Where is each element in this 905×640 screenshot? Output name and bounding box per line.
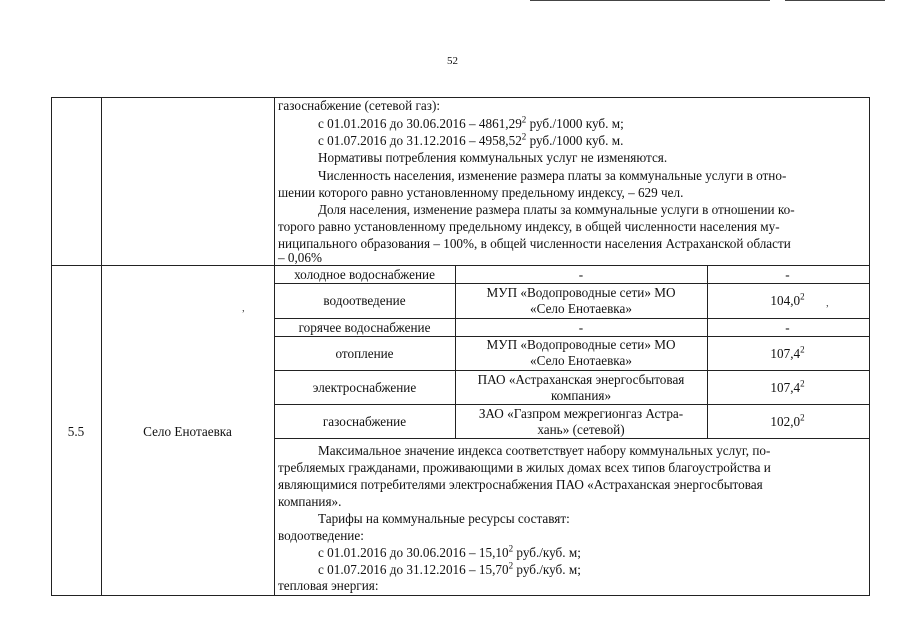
drainage-heading: водоотведение: <box>278 528 364 543</box>
service-drainage: водоотведение <box>323 293 406 308</box>
population-line-2: шении которого равно установленному предельному индексу, – 629 чел. <box>278 185 684 200</box>
max-index-line-4: компания». <box>278 494 342 509</box>
org-gas: ЗАО «Газпром межрегионгаз Астра- хань» (сетевой) <box>478 406 684 437</box>
scan-mark: , <box>826 297 829 309</box>
population-line-1: Численность населения, изменение размера платы за коммунальные услуги в отно- <box>318 168 787 183</box>
norms-text: Нормативы потребления коммунальных услуг не изменяются. <box>318 150 668 165</box>
settlement-name: Село Енотаевка <box>143 424 232 439</box>
share-line-2: торого равно установленному предельному индексу, в общей численности населения му- <box>278 219 780 234</box>
org-heating: МУП «Водопроводные сети» МО «Село Енотаевка» <box>486 337 676 368</box>
org-electricity: ПАО «Астраханская энергосбытовая компания» <box>477 372 685 403</box>
share-line-1: Доля населения, изменение размера платы за коммунальные услуги в отношении ко- <box>318 202 795 217</box>
max-index-line-2: требляемых гражданами, проживающими в жилых домах всех типов благоустройства и <box>278 460 771 475</box>
tariffs-heading: Тарифы на коммунальные ресурсы составят: <box>318 511 570 526</box>
subrow-divider-6 <box>274 438 869 439</box>
service-gas: газоснабжение <box>322 414 407 429</box>
gas-tariff-line-2: с 01.07.2016 до 31.12.2016 – 4958,52$^2$ руб./1000 куб. м. <box>318 131 624 148</box>
org-cold-water: - <box>578 267 584 282</box>
max-index-line-1: Максимальное значение индекса соответствует набору коммунальных услуг, по- <box>318 443 771 458</box>
top-rule <box>530 0 770 1</box>
subrow-divider-2 <box>274 318 869 319</box>
share-line-3: ниципального образования – 100%, в общей численности населения Астраханской области <box>278 236 791 251</box>
drainage-tariff-line-2: с 01.07.2016 до 31.12.2016 – 15,70$^2$ руб./куб. м; <box>318 560 581 577</box>
gas-tariff-line-1: с 01.01.2016 до 30.06.2016 – 4861,29$^2$ руб./1000 куб. м; <box>318 114 624 131</box>
org-hot-water: - <box>578 320 584 335</box>
scan-mark: , <box>242 302 245 314</box>
index-gas: 102,0$^2$ <box>770 412 805 429</box>
org-drainage: МУП «Водопроводные сети» МО «Село Енотаевка» <box>486 285 676 316</box>
top-rule-right <box>785 0 885 1</box>
service-hot-water: горячее водоснабжение <box>298 320 431 335</box>
index-drainage: 104,0$^2$ <box>770 291 805 308</box>
index-hot-water: - <box>785 320 790 335</box>
index-electricity: 107,4$^2$ <box>770 378 805 395</box>
index-heating: 107,4$^2$ <box>770 344 805 361</box>
heat-heading: тепловая энергия: <box>278 578 379 593</box>
subrow-divider-5 <box>274 404 869 405</box>
max-index-line-3: являющимися потребителями электроснабжения ПАО «Астраханская энергосбытовая <box>278 477 763 492</box>
col-divider-1 <box>101 97 102 595</box>
service-cold-water: холодное водоснабжение <box>294 267 435 282</box>
page-number: 52 <box>447 55 458 67</box>
share-line-4: – 0,06% <box>278 250 322 265</box>
service-heating: отопление <box>335 346 394 361</box>
gas-heading: газоснабжение (сетевой газ): <box>278 98 441 113</box>
index-cold-water: - <box>785 267 790 282</box>
subrow-divider-4 <box>274 370 869 371</box>
subrow-divider-1 <box>274 283 869 284</box>
row-number: 5.5 <box>67 424 85 439</box>
drainage-tariff-line-1: с 01.01.2016 до 30.06.2016 – 15,10$^2$ руб./куб. м; <box>318 543 581 560</box>
service-electricity: электроснабжение <box>312 380 417 395</box>
